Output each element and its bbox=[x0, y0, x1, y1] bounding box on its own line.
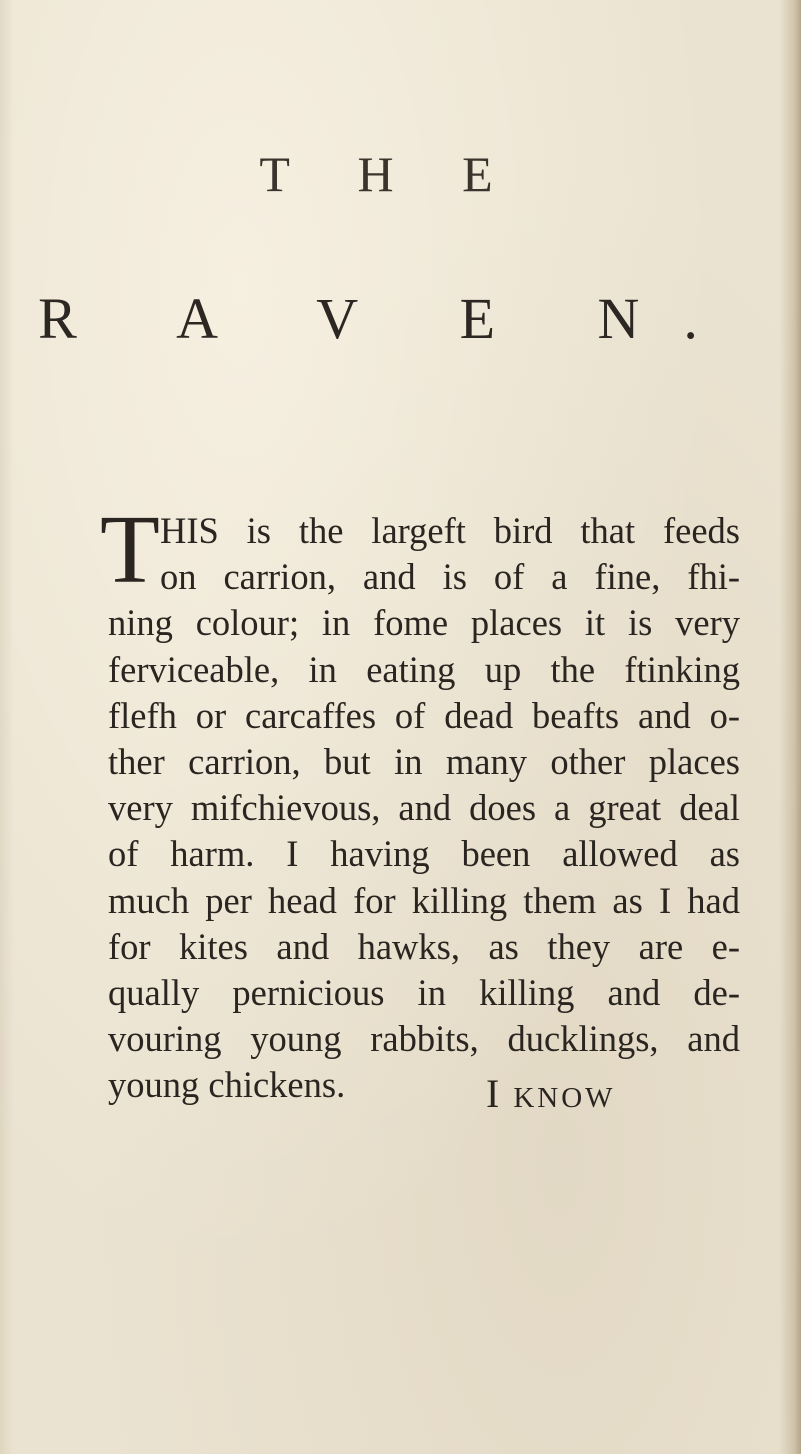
opening-lines bbox=[100, 496, 740, 604]
text-line: much per head for killing them as I had bbox=[108, 879, 740, 921]
text-line-last: young chickens. bbox=[108, 1064, 346, 1106]
text-line: ning colour; in fome places it is very bbox=[108, 602, 740, 644]
gutter-shadow bbox=[0, 0, 14, 1454]
drop-cap: T bbox=[100, 496, 160, 604]
text-line: ferviceable, in eating up the ftinking bbox=[108, 648, 740, 690]
text-line: of harm. I having been allowed as bbox=[108, 833, 740, 875]
catchword-initial: I bbox=[486, 1071, 502, 1116]
text-line: vouring young rabbits, ducklings, and bbox=[108, 1018, 740, 1060]
heading-the: T H E bbox=[259, 146, 521, 202]
text-line: on carrion, and is of a fine, fhi- bbox=[160, 556, 740, 598]
text-line: flefh or carcaffes of dead beafts and o- bbox=[108, 694, 740, 736]
heading-raven: R A V E N. bbox=[38, 286, 742, 351]
catchword bbox=[486, 1070, 616, 1117]
text-line: qually pernicious in killing and de- bbox=[108, 971, 740, 1013]
text-line: HIS is the largeft bird that feeds bbox=[160, 510, 740, 551]
paragraph bbox=[100, 496, 740, 1108]
page-edge bbox=[779, 0, 801, 1454]
text-line: very mifchievous, and does a great deal bbox=[108, 787, 740, 829]
text-line: for kites and hawks, as they are e- bbox=[108, 925, 740, 967]
catchword-rest: KNOW bbox=[513, 1082, 616, 1114]
text-line: ther carrion, but in many other places bbox=[108, 740, 740, 782]
